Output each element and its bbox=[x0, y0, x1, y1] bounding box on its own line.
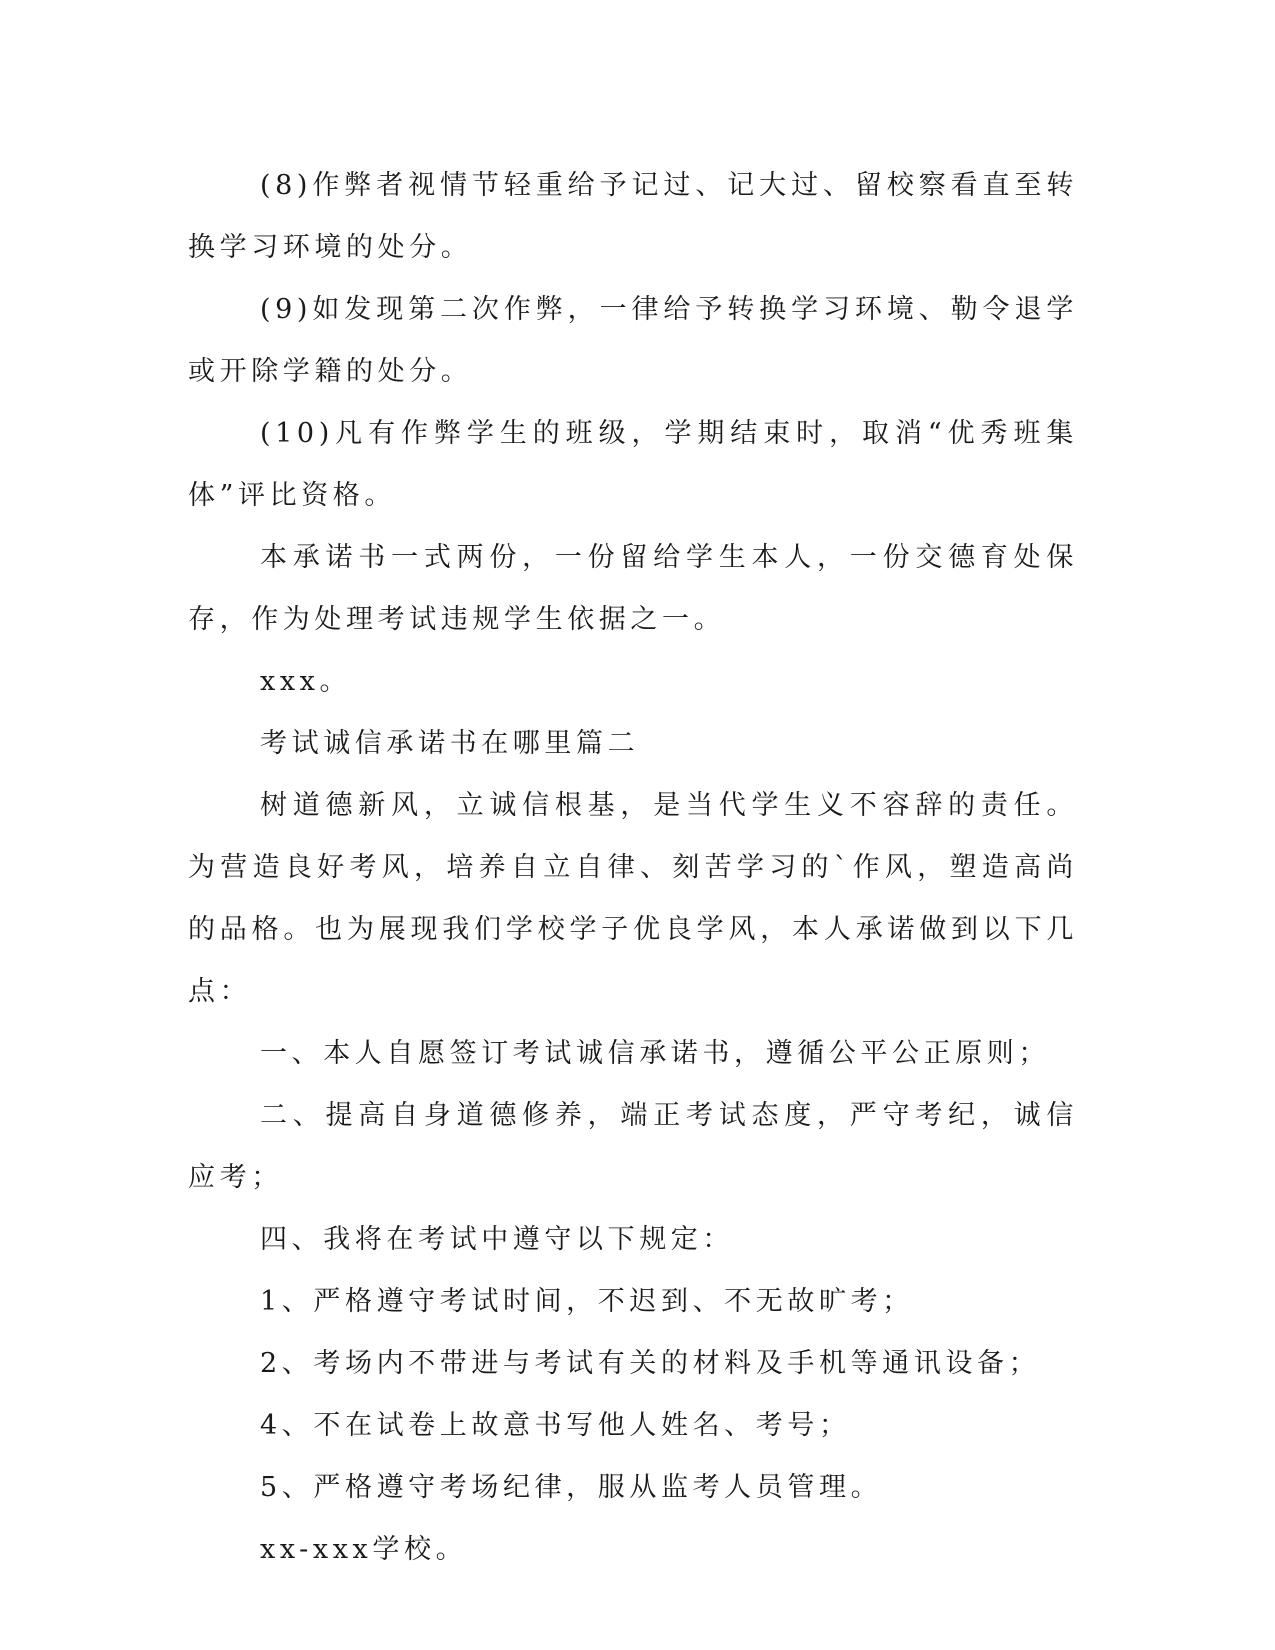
rule-item-1: 1、严格遵守考试时间，不迟到、不无故旷考； bbox=[260, 1286, 914, 1317]
section-heading: 考试诚信承诺书在哪里篇二 bbox=[260, 728, 640, 759]
rule-item-4: 4、不在试卷上故意书写他人姓名、考号； bbox=[260, 1410, 851, 1441]
paragraph-intro: 树道德新风，立诚信根基，是当代学生义不容辞的责任。为营造良好考风，培养自立自律、刻苦学习的`作风，塑造高尚的品格。也为展现我们学校学子优良学风，本人承诺做到以下几点： bbox=[188, 790, 1078, 1007]
rule-item-2: 2、考场内不带进与考试有关的材料及手机等通讯设备； bbox=[260, 1348, 1041, 1379]
paragraph-copies-note: 本承诺书一式两份，一份留给学生本人，一份交德育处保存，作为处理考试违规学生依据之一。 bbox=[188, 542, 1078, 635]
paragraph-signature-placeholder: xxx。 bbox=[260, 666, 352, 697]
pledge-item-2: 二、提高自身道德修养，端正考试态度，严守考纪，诚信应考； bbox=[188, 1100, 1078, 1193]
paragraph-item-9: (9)如发现第二次作弊，一律给予转换学习环境、勒令退学或开除学籍的处分。 bbox=[188, 294, 1078, 387]
paragraph-item-10: (10)凡有作弊学生的班级，学期结束时，取消“优秀班集体”评比资格。 bbox=[188, 418, 1078, 511]
pledge-item-4: 四、我将在考试中遵守以下规定： bbox=[260, 1224, 734, 1255]
document-body bbox=[188, 155, 1078, 1581]
school-signature: xx-xxx学校。 bbox=[260, 1534, 468, 1565]
pledge-item-1: 一、本人自愿签订考试诚信承诺书，遵循公平公正原则； bbox=[260, 1038, 1050, 1069]
paragraph-item-8: (8)作弊者视情节轻重给予记过、记大过、留校察看直至转换学习环境的处分。 bbox=[188, 170, 1078, 263]
rule-item-5: 5、严格遵守考场纪律，服从监考人员管理。 bbox=[260, 1472, 883, 1503]
